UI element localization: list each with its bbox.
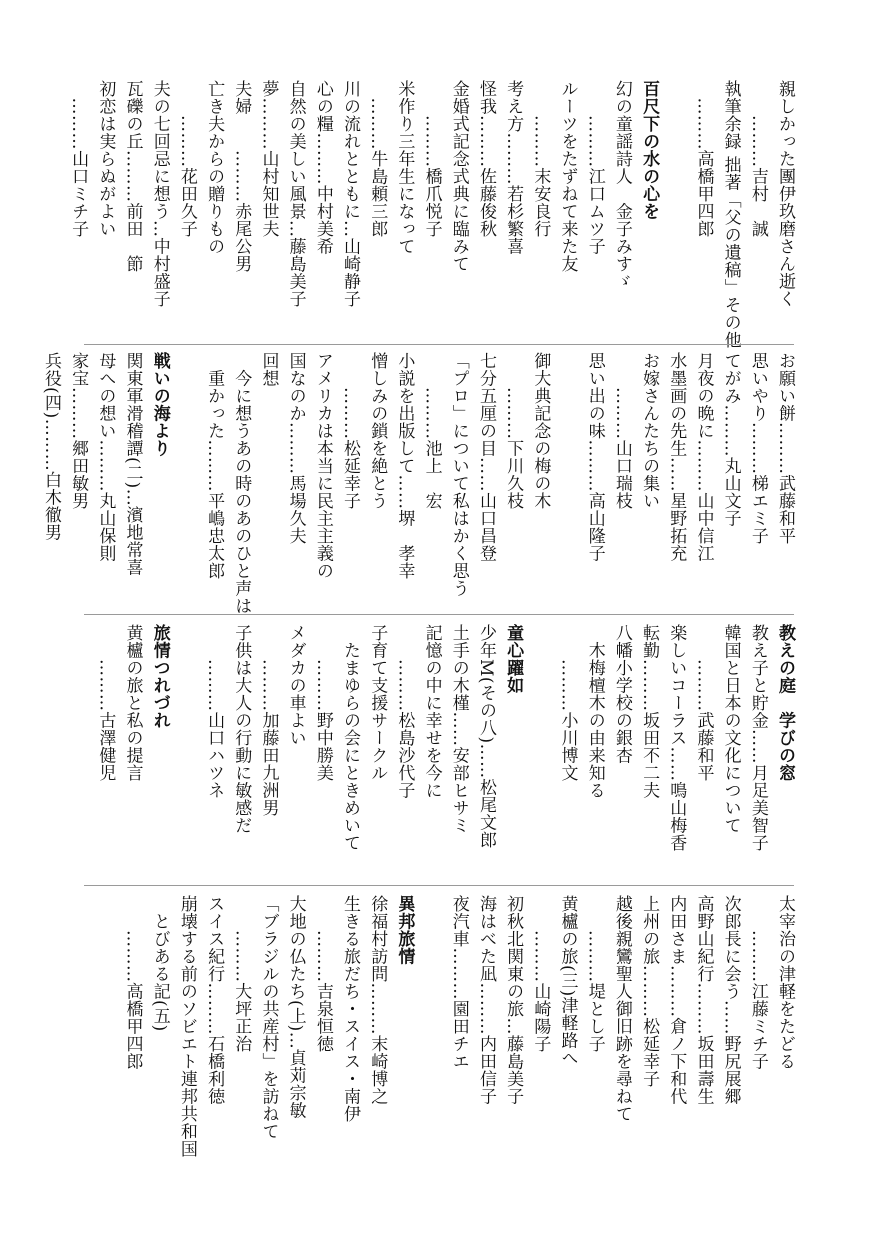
contents-entry: ………高橋甲四郎 [122,895,143,1070]
contents-entry: 関東軍滑稽譚(二)…濱地常喜 [122,352,143,577]
contents-entry: 心の糧………中村美希 [312,80,333,255]
column-group [91,624,798,874]
contents-entry: ………末安良行 [530,80,551,238]
contents-entry: ………加藤田九洲男 [258,624,279,817]
contents-band-4 [84,895,798,1158]
contents-entry: 夢………山村知世夫 [258,80,279,238]
contents-entry: 瓦礫の丘………前田 節 [122,80,143,273]
blank-column [526,624,553,874]
contents-entry: 兵役(四)………白木徹男 [40,352,61,542]
contents-entry: ………吉泉恒徳 [312,895,333,1053]
blank-column [662,80,689,338]
contents-entry: ………小川博文 [557,624,578,782]
contents-entry: 小説を出版して……堺 孝幸 [394,352,415,580]
contents-entry: お願い餅………武藤和平 [775,352,795,545]
contents-entry: ………池上 宏 [421,352,442,510]
blank-column [553,352,580,604]
contents-entry: ………古澤健児 [95,624,116,782]
section-divider [84,885,794,886]
section-heading: 戦いの海より [149,352,170,457]
blank-column [173,352,200,604]
contents-entry: 夜汽車………園田チエ [448,895,469,1070]
contents-entry: 初秋北関東の旅…藤島美子 [503,895,524,1105]
contents-entry: 川の流れとともに…山崎静子 [340,80,360,308]
contents-entry: 黄櫨の旅と私の提言 [122,624,143,782]
contents-entry: 回想 [258,352,279,387]
contents-entry: 大地の仏たち(上)…貞苅宗敏 [285,895,306,1120]
contents-entry: 内田さま………倉ノ下和代 [666,895,687,1105]
column-group [64,80,798,349]
contents-entry: 高野山紀行………坂田壽生 [693,895,714,1105]
contents-entry: 土手の木槿……安部ヒサミ [448,624,469,834]
contents-entry: 自然の美しい風景…藤島美子 [285,80,306,308]
contents-entry: 七分五厘の目……山口昌登 [475,352,496,562]
blank-column [417,895,444,1147]
section-heading: 童心躍如 [503,624,524,694]
contents-entry: ………江藤ミチ子 [747,895,768,1070]
contents-entry: ………松延幸子 [340,352,360,510]
contents-entry: ………堤とし子 [584,895,605,1053]
contents-entry: 思いやり………梯エミ子 [747,352,768,545]
contents-entry: ………山口ハツネ [204,624,225,799]
contents-band-2 [40,352,798,615]
contents-entry: 教え子と貯金……月足美智子 [747,624,768,852]
contents-entry: 米作り三年生になって [394,80,415,255]
contents-entry: 憎しみの鎖を絶とう [367,352,388,510]
contents-entry: 子育て支援サークル [367,624,388,782]
contents-entry: 親しかった團伊玖磨さん逝く [775,80,795,308]
contents-entry: ………橋爪悦子 [421,80,442,238]
contents-entry: 夫の七回忌に想う…中村盛子 [149,80,170,308]
contents-entry: 思い出の味………高山隆子 [584,352,605,562]
section-heading: 旅情つれづれ [149,624,170,729]
contents-entry: 金婚式記念式典に臨みて [448,80,469,273]
contents-entry: 御大典記念の梅の木 [530,352,551,510]
contents-entry: 初恋は実らぬがよい [95,80,116,238]
contents-entry: ………江口ムツ子 [584,80,605,255]
contents-entry: 太宰治の津軽をたどる [775,895,795,1070]
contents-entry: スイス紀行………石橋利徳 [204,895,225,1105]
contents-entry: 家宝………郷田敏男 [68,352,89,510]
contents-entry: 亡き夫からの贈りもの [204,80,225,255]
contents-entry: ………下川久枝 [503,352,524,510]
contents-entry: 崩壊する前のソビエト連邦共和国 [176,895,197,1158]
contents-entry: ………松島沙代子 [394,624,415,799]
contents-entry: 八幡小学校の銀杏 [611,624,632,764]
contents-entry: 韓国と日本の文化について [720,624,741,834]
contents-entry: 徐福村訪問………末崎博之 [367,895,388,1105]
contents-entry: 越後親鸞聖人御旧跡を尋ねて [611,895,632,1123]
contents-entry: 記憶の中に幸せを今に [421,624,442,799]
contents-entry: ルーツをたずねて来た友 [557,80,578,273]
contents-entry: ………山口ミチ子 [68,80,89,238]
contents-entry: 水墨画の先生……星野拓充 [666,352,687,562]
contents-entry: 次郎長に会う……野尻展郷 [720,895,741,1105]
contents-entry: 楽しいコーラス……鳴山梅香 [666,624,687,852]
contents-entry: 「プロ」について私はかく思う [448,352,469,597]
contents-entry: 生きる旅だち・スイス・南伊 [340,895,360,1123]
contents-entry: ………野中勝美 [312,624,333,782]
contents-entry: 母への想い………丸山保則 [95,352,116,562]
section-heading: 教えの庭 学びの窓 [775,624,795,782]
contents-entry: ………花田久子 [176,80,197,238]
contents-entry: 重かった………平嶋忠太郎 [204,352,225,580]
contents-entry: 執筆余録 拙著「父の遺稿」その他 [720,80,741,349]
contents-entry: ………吉村 誠 [747,80,768,238]
contents-band-3 [84,624,798,874]
column-group [118,895,798,1158]
contents-entry: 考え方………若杉繁喜 [503,80,524,255]
contents-entry: アメリカは本当に民主主義の [312,352,333,580]
contents-entry: 子供は大人の行動に敏感だ [231,624,252,834]
contents-entry: 今に想うあの時のあのひと声は [231,352,252,615]
contents-entry: 夫婦 ………赤尾公男 [231,80,252,273]
section-divider [84,614,794,615]
contents-entry: 転勤………坂田不二夫 [639,624,660,799]
column-group [37,352,798,615]
contents-entry: とびある記(五) [149,895,170,1032]
section-heading: 百尺下の水の心を [639,80,660,220]
contents-entry: たまゆらの会にときめいて [340,624,360,852]
contents-entry: ………牛島頼三郎 [367,80,388,238]
contents-entry: ………山崎陽子 [530,895,551,1053]
contents-entry: 怪我………佐藤俊秋 [475,80,496,238]
contents-entry: お嫁さんたちの集い [639,352,660,510]
contents-entry: 月夜の晩に………山中信江 [693,352,714,562]
contents-entry: 幻の童謡詩人 金子みすゞ [611,80,632,290]
contents-entry: ………山口瑞枝 [611,352,632,510]
contents-entry: 少年M(その八)……松尾文郎 [475,624,496,849]
contents-entry: 上州の旅………松延幸子 [639,895,660,1088]
contents-entry: 国なのか………馬場久夫 [285,352,306,545]
contents-band-1 [68,80,798,349]
contents-entry: ………武藤和平 [693,624,714,782]
contents-entry: てがみ………丸山文子 [720,352,741,527]
section-heading: 異邦旅情 [394,895,415,965]
contents-entry: ………大坪正治 [231,895,252,1053]
contents-entry: メダカの車よい [285,624,306,747]
section-divider [84,344,794,345]
contents-entry: 「ブラジルの共産村」を訪ねて [258,895,279,1140]
contents-entry: ………高橋甲四郎 [693,80,714,238]
blank-column [173,624,200,874]
contents-entry: 海はべた凪………内田信子 [475,895,496,1105]
contents-entry: 黄櫨の旅(三)津軽路へ [557,895,578,1067]
contents-entry: 木梅檀木の由来知る [584,624,605,799]
